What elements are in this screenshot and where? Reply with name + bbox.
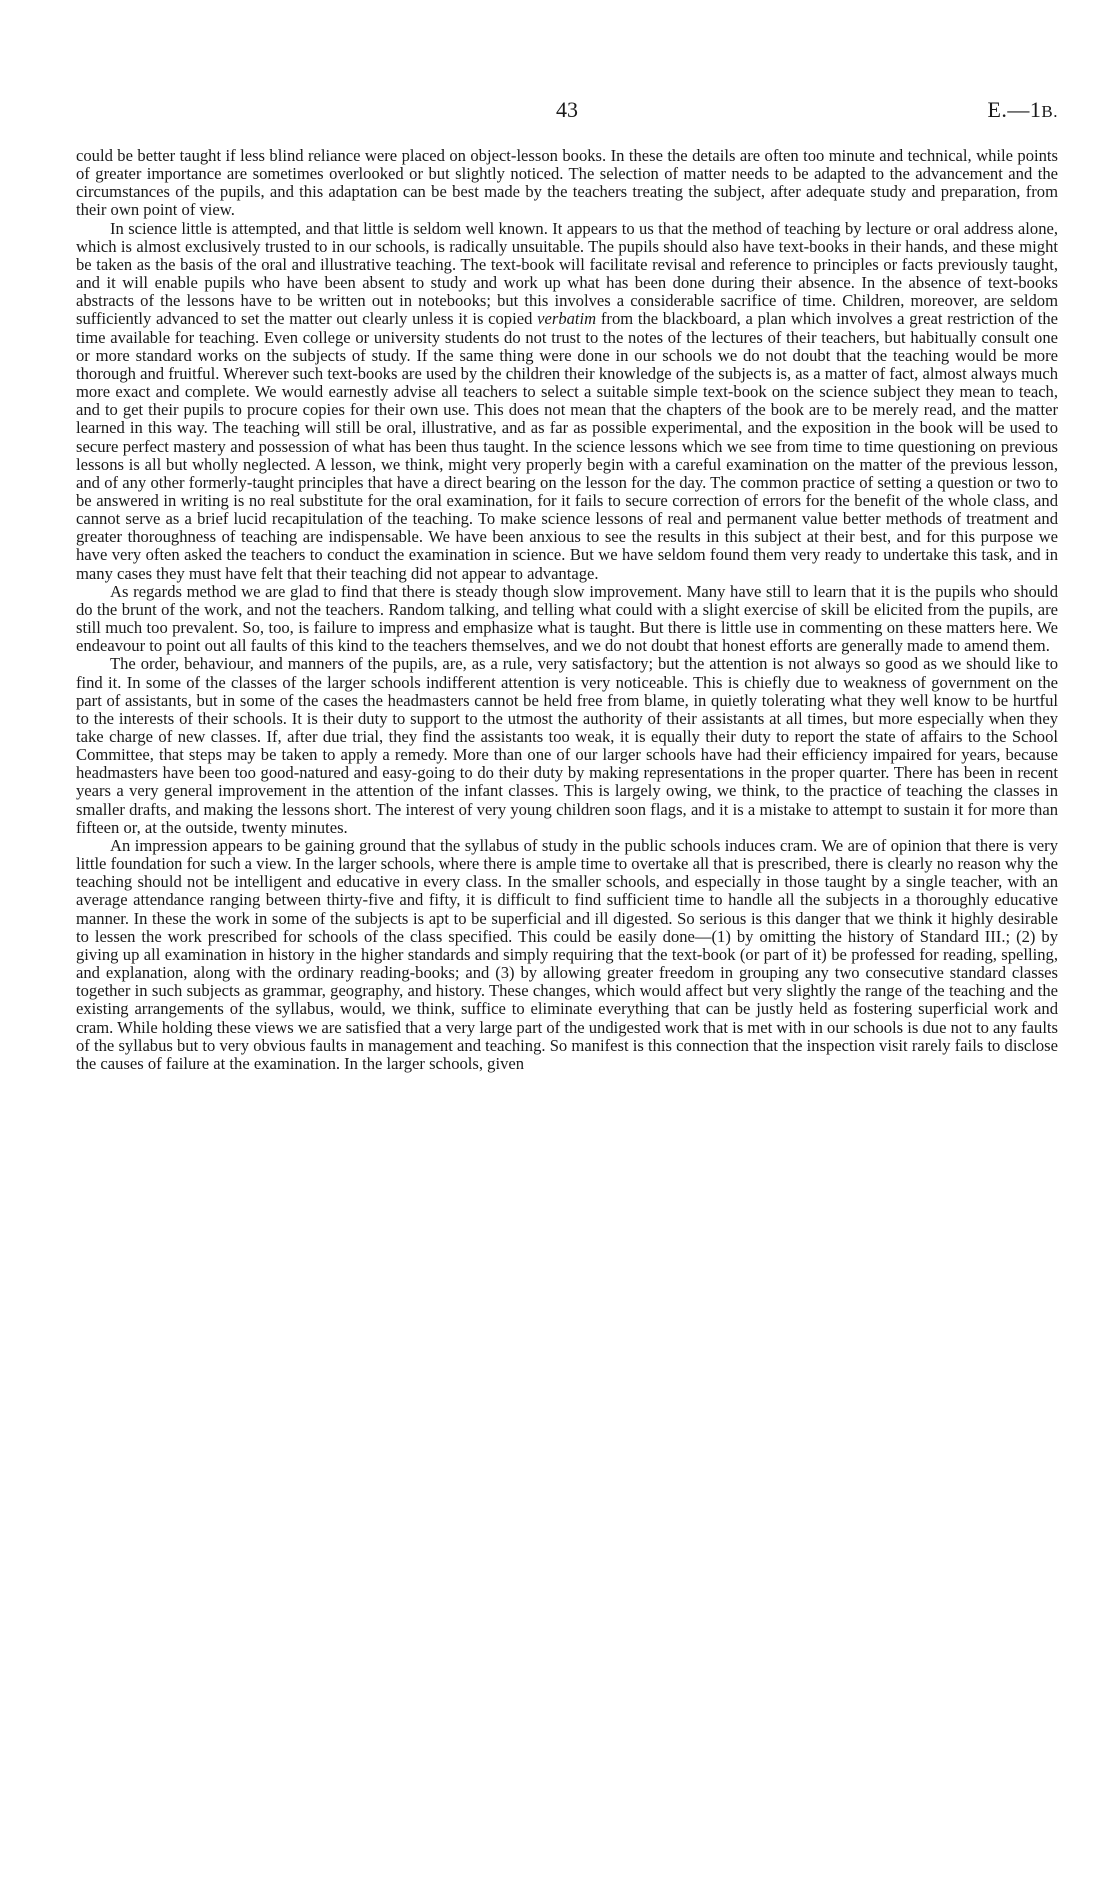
document-reference (987, 96, 1058, 126)
paragraph-science-part-1: In science little is attempted, and that little is seldom well known. It appears to us that the method of teaching by lecture or oral address alone, which is almost exclusively trusted to in our schools, is radically unsuitable. The pupils should also have text-books in their hands, and these might be taken as the basis of the oral and illustrative teaching. The text-book will facilitate revisal and reference to principles or facts previously taught, and it will enable pupils who have been absent to study and work up what has been done during their absence. In the absence of text-books abstracts of the lessons have to be written out in notebooks; but this involves a considerable sacrifice of time. Children, moreover, are seldom sufficiently advanced to set the matter out clearly unless it is copied (76, 218, 1058, 329)
paragraph-syllabus: An impression appears to be gaining ground that the syllabus of study in the public schools induces cram. We are of opinion that there is very little foundation for such a view. In the larger schools, where there is ample time to overtake all that is prescribed, there is clearly no reason why the teaching should not be intelligent and educative in every class. In the smaller schools, and especially in those taught by a single teacher, with an average attendance ranging between thirty-five and fifty, it is difficult to find sufficient time to handle all the subjects in a thoroughly educative manner. In these the work in some of the subjects is apt to be superficial and ill digested. So serious is this danger that we think it highly desirable to lessen the work prescribed for schools of the class specified. This could be easily done—(1) by omitting the history of Standard III.; (2) by giving up all examination in history in the higher standards and simply requiring that the text-book (or part of it) be professed for reading, spelling, and explanation, along with the ordinary reading-books; and (3) by allowing greater freedom in grouping any two consecutive standard classes together in such subjects as grammar, geography, and history. These changes, which would affect but very slightly the range of the teaching and the existing arrangements of the syllabus, would, we think, suffice to eliminate everything that can be justly held as fostering superficial work and cram. While holding these views we are satisfied that a very large part of the undigested work that is met with in our schools is due not to any faults of the syllabus but to very obvious faults in management and teaching. So manifest is this connection that the inspection visit rarely fails to disclose the causes of failure at the examination. In the larger schools, given (76, 835, 1058, 1073)
report-body (76, 147, 1058, 1073)
paragraph-object-lessons: could be better taught if less blind reliance were placed on object-lesson books. In these the details are often too minute and technical, while points of greater importance are sometimes overlooked or but slightly noticed. The selection of matter needs to be adapted to the advancement and the circumstances of the pupils, and this adaptation can be best made by the teachers treating the subject, after adequate study and preparation, from their own point of view. (76, 146, 1058, 220)
paragraph-science-part-2: from the blackboard, a plan which involves a great restriction of the time available for teaching. Even college or university students do not trust to the notes of the lectures of their teachers, but habitually consult one or more standard works on the subjects of study. If the same thing were done in our schools we do not doubt that the teaching would be more thorough and fruitful. Wherever such text-books are used by the children their knowledge of the subjects is, as a matter of fact, almost always much more exact and complete. We would earnestly advise all teachers to select a suitable simple text-book on the science subject they mean to teach, and to get their pupils to procure copies for their own use. This does not mean that the chapters of the book are to be merely read, and the matter learned in this way. The teaching will still be oral, illustrative, and as far as possible experimental, and the exposition in the book will be used to secure perfect mastery and possession of what has been thus taught. In the science lessons which we see from time to time questioning on previous lessons is all but wholly neglected. A lesson, we think, might very properly begin with a careful examination on the matter of the previous lesson, and of any other formerly-taught principles that have a direct bearing on the lesson for the day. The common practice of setting a question or two to be answered in writing is no real substitute for the oral examination, for it fails to secure correction of errors for the benefit of the whole class, and cannot serve as a brief lucid recapitulation of the teaching. To make science lessons of real and permanent value better methods of treatment and greater thoroughness of teaching are indispensable. We have been anxious to see the results in this subject at their best, and for this purpose we have very often asked the teachers to conduct the examination in science. But we have seldom found them very ready to undertake this task, and in many cases they must have felt that their teaching did not appear to advantage. (76, 309, 1059, 583)
document-reference-main: E.—1 (987, 97, 1042, 122)
paragraph-science (76, 220, 1058, 583)
document-reference-suffix: B. (1041, 102, 1058, 121)
paragraph-method: As regards method we are glad to find that there is steady though slow improvement. Many have still to learn that it is the pupils who should do the brunt of the work, and not the teachers. Random talking, and telling what could with a slight exercise of skill be elicited from the pupils, are still much too prevalent. So, too, is failure to impress and emphasize what is taught. But there is little use in commenting on these matters here. We endeavour to point out all faults of this kind to the teachers themselves, and we do not doubt that honest efforts are generally made to amend them. (76, 581, 1058, 656)
page-number: 43 (556, 97, 578, 122)
italic-verbatim: verbatim (537, 309, 597, 329)
paragraph-order-behaviour: The order, behaviour, and manners of the pupils, are, as a rule, very satisfactory; but the attention is not always so good as we should like to find it. In some of the classes of the larger schools indifferent attention is very noticeable. This is chiefly due to weakness of government on the part of assistants, but in some of the cases the headmasters cannot be held free from blame, in quietly tolerating what they well know to be hurtful to the interests of their schools. It is their duty to support to the utmost the authority of their assistants at all times, but more especially when they take charge of new classes. If, after due trial, they find the assistants too weak, it is equally their duty to report the state of affairs to the School Committee, that steps may be taken to apply a remedy. More than one of our larger schools have had their efficiency impaired for years, because headmasters have been too good-natured and easy-going to do their duty by making representations in the proper quarter. There has been in recent years a very general improvement in the attention of the infant classes. This is largely owing, we think, to the practice of teaching the classes in smaller drafts, and making the lessons short. The interest of very young children soon flags, and it is a mistake to attempt to sustain it for more than fifteen or, at the outside, twenty minutes. (76, 654, 1058, 837)
page-header (76, 96, 1058, 126)
